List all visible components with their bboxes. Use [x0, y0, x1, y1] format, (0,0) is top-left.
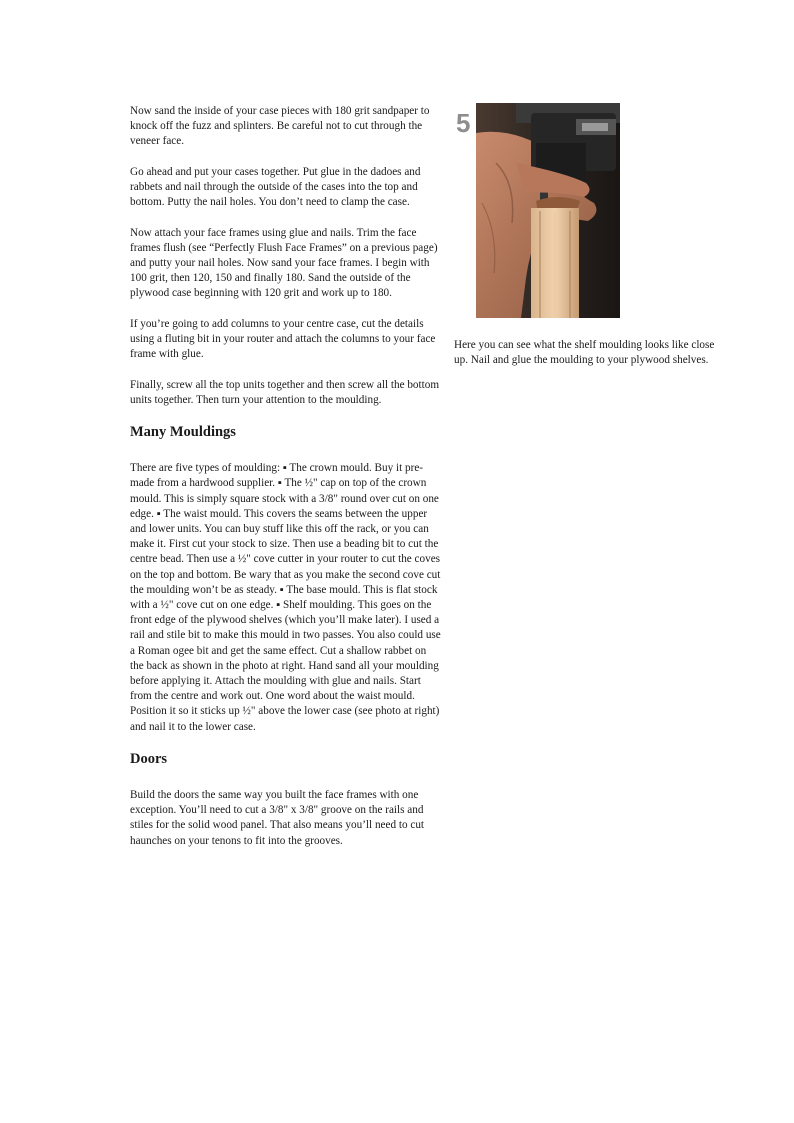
paragraph-mouldings: There are five types of moulding: ▪ The crown mould. Buy it pre-made from a hardwood supplier. ▪ The ½" cap on top of the crown mould. This is simply square stock with a 3/8" round over cut on one edge. ▪ The waist mould. This covers the seams between the upper and lower units. You can buy stuff like this off the rack, or you can make it. First cut your stock to size. Then use a beading bit to cut the centre bead. Then use a ½" cove cutter in your router to cut the coves on the top and bottom. Be wary that as you make the second cove cut the moulding won’t be as steady. ▪ The base mould. This is flat stock with a ½" cove cut on one edge. ▪ Shelf moulding. This goes on the front edge of the plywood shelves (which you’ll make later). I used a rail and stile bit to make this mould in two passes. You also could use a Roman ogee bit and get the same effect. Cut a shallow rabbet on the back as shown in the photo at right. Hand sand all your moulding before applying it. Attach the moulding with glue and nails. Start from the centre and work out. One word about the waist mould. Position it so it sticks up ½" above the lower case (see photo at right) and nail it to the lower case.	[130, 462, 441, 733]
paragraph-sanding: Now sand the inside of your case pieces with 180 grit sandpaper to knock off the fuzz and splinters. Be careful not to cut through the veneer face.	[130, 105, 430, 148]
paragraph-screw-units: Finally, screw all the top units together and then screw all the bottom units together. Then turn your attention to the moulding.	[130, 378, 440, 406]
shelf-moulding-photo	[476, 103, 620, 318]
photo-caption: Here you can see what the shelf moulding looks like close up. Nail and glue the moulding to your plywood shelves.	[454, 339, 715, 367]
main-text-column	[130, 104, 442, 864]
heading-doors: Doors	[130, 751, 168, 768]
heading-many-mouldings: Many Mouldings	[130, 424, 236, 441]
paragraph-assemble-cases: Go ahead and put your cases together. Put glue in the dadoes and rabbets and nail through the outside of the cases into the top and bottom. Putty the nail holes. You don’t need to clamp the case.	[130, 165, 421, 209]
paragraph-columns: If you’re going to add columns to your centre case, cut the details using a fluting bit in your router and attach the columns to your face frame with glue.	[130, 317, 436, 361]
paragraph-face-frames: Now attach your face frames using glue and nails. Trim the face frames flush (see “Perfectly Flush Face Frames” on a previous page) and putty your nail holes. Now sand your face frames. I begin with 100 grit, then 120, 150 and finally 180. Sand the outside of the plywood case beginning with 120 grit and work up to 180.	[130, 226, 438, 300]
paragraph-doors: Build the doors the same way you built the face frames with one exception. You’ll need to cut a 3/8" x 3/8" groove on the rails and stiles for the solid wood panel. That also means you’ll need to cut haunches on your tenons to fit into the grooves.	[130, 789, 425, 847]
figure-number: 5	[456, 108, 471, 138]
